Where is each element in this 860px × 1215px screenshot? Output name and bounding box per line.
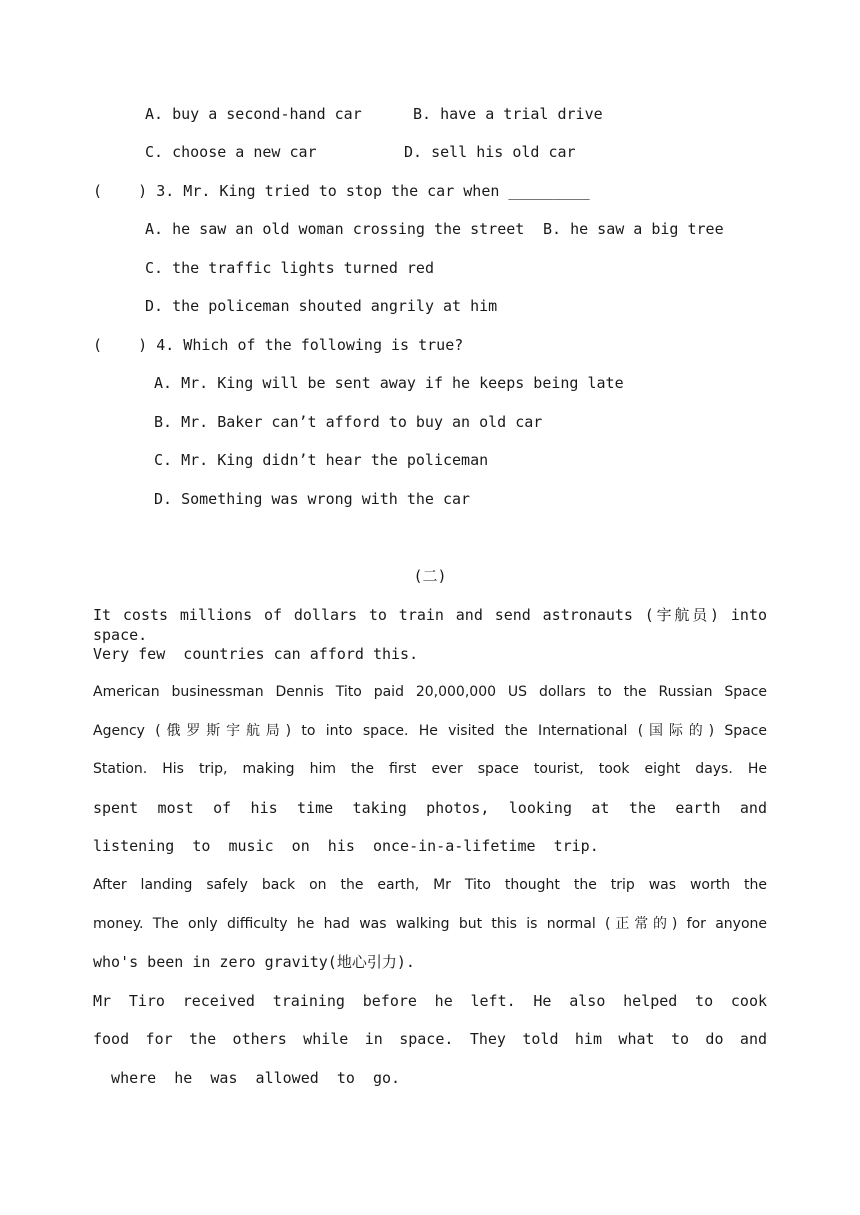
passage-line-1: It costs millions of dollars to train and send astronauts (宇航员) into space. [93, 606, 767, 644]
q3-stem: ( ) 3. Mr. King tried to stop the car when _________ [93, 182, 590, 200]
q3-option-c: C. the traffic lights turned red [145, 259, 434, 277]
q3-option-d: D. the policeman shouted angrily at him [145, 297, 498, 315]
passage-line-6: spent most of his time taking photos, looking at the earth and [93, 799, 767, 817]
passage-line-8: After landing safely back on the earth, Mr Tito thought the trip was worth the [93, 877, 767, 893]
q3-option-a: A. he saw an old woman crossing the street [145, 220, 525, 238]
passage-line-7: listening to music on his once-in-a-lifetime trip. [93, 837, 599, 855]
section-heading: (二) [413, 567, 447, 585]
q4-option-c: C. Mr. King didn’t hear the policeman [154, 451, 489, 469]
q2-option-b: B. have a trial drive [413, 105, 603, 123]
q4-option-b: B. Mr. Baker can’t afford to buy an old car [154, 413, 543, 431]
q2-option-a: A. buy a second-hand car [145, 105, 362, 123]
q4-option-d: D. Something was wrong with the car [154, 490, 471, 508]
q4-option-a: A. Mr. King will be sent away if he keeps being late [154, 374, 624, 392]
q4-stem: ( ) 4. Which of the following is true? [93, 336, 464, 354]
q3-option-b: B. he saw a big tree [543, 220, 724, 238]
passage-line-11: Mr Tiro received training before he left. He also helped to cook [93, 992, 767, 1010]
passage-line-4: Agency (俄罗斯宇航局) to into space. He visited the International (国际的) Space [93, 723, 767, 739]
passage-line-5: Station. His trip, making him the first ever space tourist, took eight days. He [93, 761, 767, 777]
passage-line-2: Very few countries can afford this. [93, 645, 419, 663]
passage-line-9: money. The only difficulty he had was walking but this is normal (正常的) for anyone [93, 916, 767, 932]
passage-line-13: where he was allowed to go. [93, 1069, 401, 1087]
passage-line-10: who's been in zero gravity(地心引力). [93, 953, 415, 971]
passage-line-12: food for the others while in space. They told him what to do and [93, 1030, 767, 1048]
passage-line-3: American businessman Dennis Tito paid 20,000,000 US dollars to the Russian Space [93, 684, 767, 700]
q2-option-c: C. choose a new car [145, 143, 317, 161]
q2-option-d: D. sell his old car [404, 143, 576, 161]
